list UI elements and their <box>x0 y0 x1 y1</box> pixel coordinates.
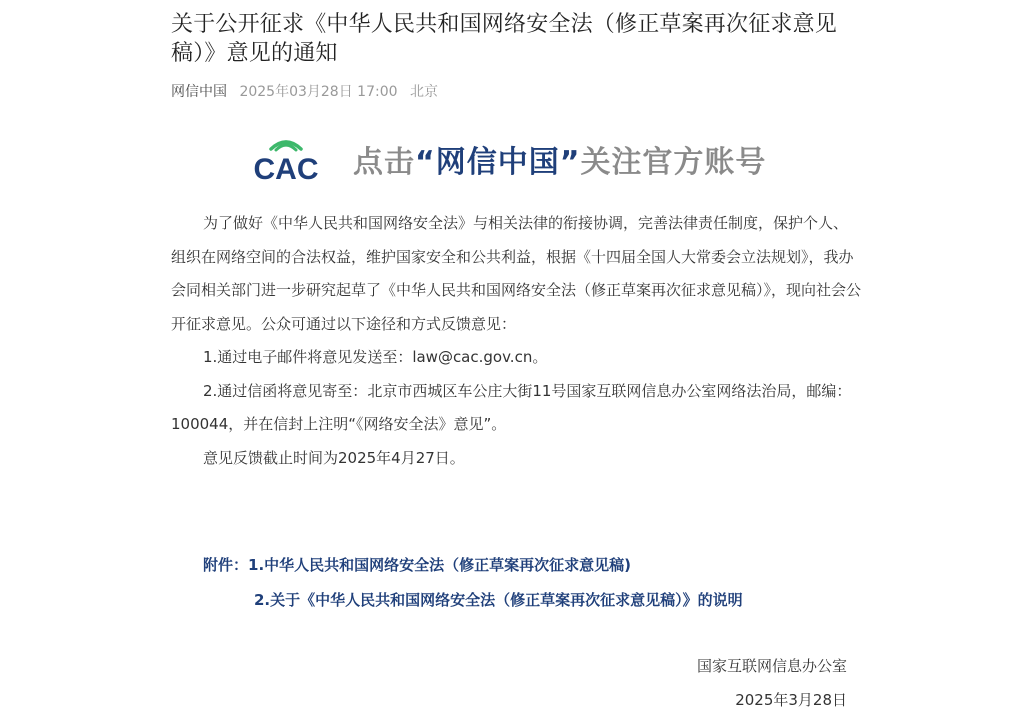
attachments <box>203 548 743 618</box>
article-location: 北京 <box>409 84 438 100</box>
banner-brand: “网信中国” <box>415 145 581 180</box>
attachment-link-2[interactable]: 2.关于《中华人民共和国网络安全法（修正草案再次征求意见稿）》的说明 <box>254 591 743 609</box>
signature-org: 国家互联网信息办公室 <box>696 657 847 675</box>
body-item-mail: 2.通过信函将意见寄至：北京市西城区车公庄大街11号国家互联网信息办公室网络法治局，邮编：100044，并在信封上注明“《网络安全法》意见”。 <box>171 381 852 433</box>
body-paragraph: 为了做好《中华人民共和国网络安全法》与相关法律的衔接协调，完善法律责任制度，保护个人、组织在网络空间的合法权益，维护国家安全和公共利益，根据《十四届全国人大常委会立法规划》，我办会同相关部门进一步研究起草了《中华人民共和国网络安全法（修正草案再次征求意见稿）》，现向社会公开征求意见。公众可通过以下途径和方式反馈意见： <box>171 214 862 333</box>
banner-prefix: 点击 <box>353 145 415 180</box>
banner-suffix: 关注官方账号 <box>580 145 767 180</box>
banner-text <box>353 137 766 181</box>
body-item-email: 1.通过电子邮件将意见发送至：law@cac.gov.cn。 <box>203 348 548 366</box>
attachment-row-2 <box>203 583 743 618</box>
article <box>171 0 861 723</box>
attachments-label: 附件： <box>203 556 249 574</box>
body-deadline: 意见反馈截止时间为2025年4月27日。 <box>203 448 465 467</box>
article-datetime: 2025年03月28日 17:00 <box>239 84 398 100</box>
article-body <box>171 207 861 475</box>
cac-logo <box>241 135 331 183</box>
follow-banner[interactable] <box>241 133 781 185</box>
signature-date: 2025年3月28日 <box>735 691 847 709</box>
cac-logo-text: CAC <box>253 153 319 183</box>
signature <box>697 649 847 717</box>
article-source[interactable]: 网信中国 <box>171 84 227 100</box>
attachment-link-1[interactable]: 1.中华人民共和国网络安全法（修正草案再次征求意见稿) <box>248 556 632 574</box>
article-meta <box>171 82 861 102</box>
article-title: 关于公开征求《中华人民共和国网络安全法（修正草案再次征求意见稿）》意见的通知 <box>171 12 838 66</box>
attachment-row-1 <box>203 548 743 583</box>
